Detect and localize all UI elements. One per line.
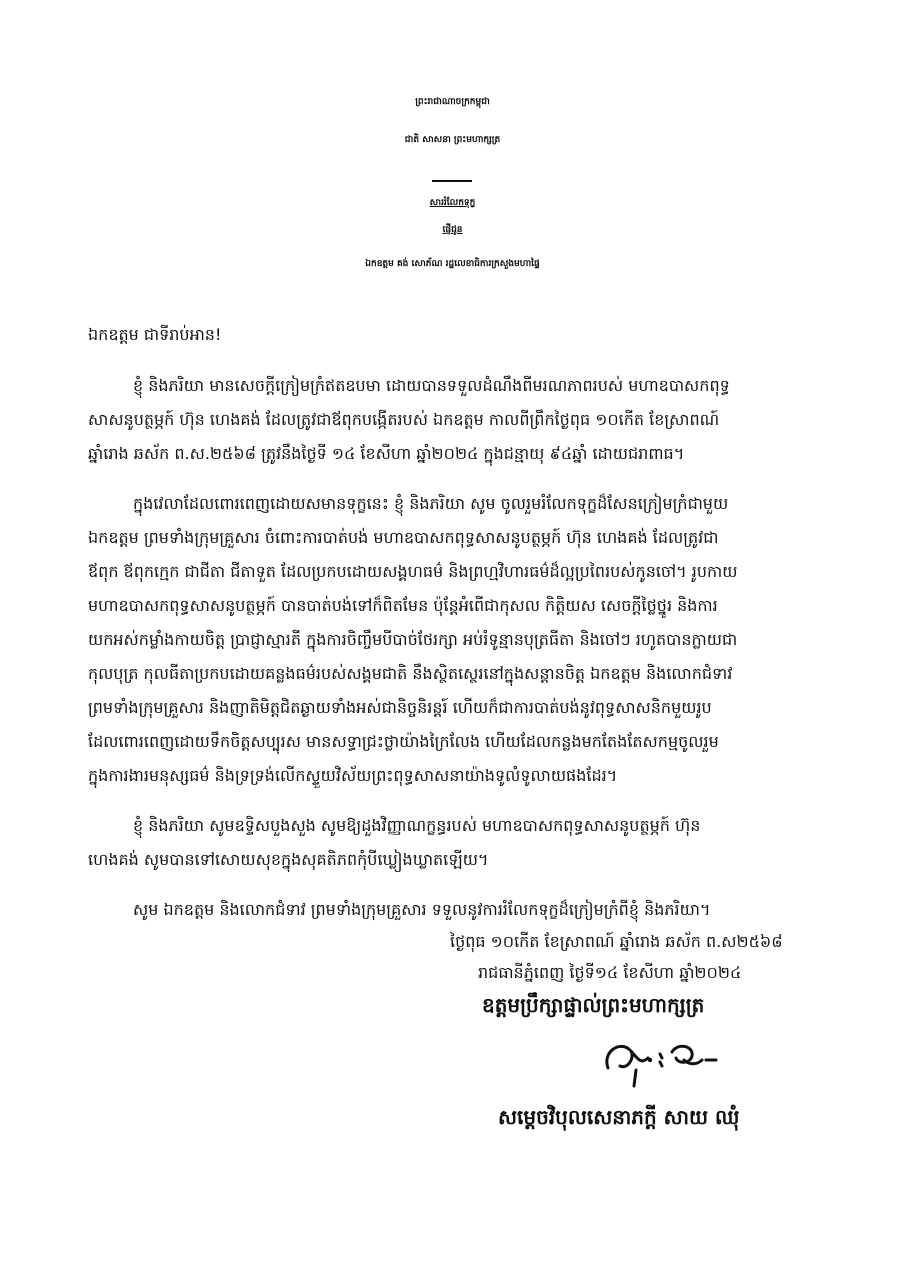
letter-title: សាររំលែកទុក្ខ bbox=[429, 198, 476, 208]
paragraph-2-line: កុលបុត្រ កុលធីតាប្រកបដោយគន្លងធម៌របស់សង្គមជាតិ នឹងស្ថិតស្ថេរនៅក្នុងសន្តានចិត្ត ឯកឧត្តម និងលោកជំទាវ bbox=[88, 664, 733, 683]
recipient-line: ឯកឧត្តម គង់ សោភ័ណ រដ្ឋលេខាធិការក្រសួងមហាផ្ទៃ bbox=[365, 259, 540, 269]
letter-sent-to: ផ្ញើជូន bbox=[442, 225, 463, 235]
kingdom-heading: ព្រះរាជាណាចក្រកម្ពុជា bbox=[415, 97, 490, 107]
paragraph-2-line: ព្រមទាំងក្រុមគ្រួសារ និងញាតិមិត្តជិតឆ្ងាយទាំងអស់ជានិច្ចនិរន្តរ៍ ហើយក៏ជាការបាត់បង់នូវពុទ្ធសាសនិកមួយរូប bbox=[88, 698, 712, 717]
sender-title: ឧត្តមប្រឹក្សាផ្ទាល់ព្រះមហាក្សត្រ bbox=[482, 993, 705, 1017]
paragraph-4: សូម ឯកឧត្តម និងលោកជំទាវ ព្រមទាំងក្រុមគ្រួសារ ទទួលនូវការរំលែកទុក្ខដ៏ក្រៀមក្រំពីខ្ញុំ និងភរិយា។ bbox=[133, 900, 711, 919]
lunar-date: ថ្ងៃពុធ ១០កើត ខែស្រាពណ៍ ឆ្នាំរោង ឆស័ក ព.ស២៥៦៨ bbox=[450, 932, 783, 951]
paragraph-2-line: ក្នុងវេលាដែលពោរពេញដោយសមានទុក្ខនេះ ខ្ញុំ និងភរិយា សូម ចូលរួមរំលែកទុក្ខដ៏សែនក្រៀមក្រំជាមួយ bbox=[133, 494, 729, 513]
header-divider bbox=[432, 180, 472, 182]
salutation: ឯកឧត្តម ជាទីរាប់អាន! bbox=[88, 325, 222, 344]
paragraph-2-line: ឯកឧត្តម ព្រមទាំងក្រុមគ្រួសារ ចំពោះការបាត់បង់ មហាឧបាសកពុទ្ធសាសនូបត្ថម្ភក៍ ហ៊ុន ហេងគង់ ដែលត្រូវជា bbox=[88, 528, 719, 547]
paragraph-2-line: មហាឧបាសកពុទ្ធសាសនូបត្ថម្ភក៍ បានបាត់បង់ទៅក៏ពិតមែន ប៉ុន្តែអំពើជាកុសល កិត្តិយស សេចក្ដីថ្លៃថ្នូរ និងការ bbox=[88, 596, 718, 615]
paragraph-1-line: ខ្ញុំ និងភរិយា មានសេចក្ដីក្រៀមក្រំឥតឧបមា ដោយបានទទួលដំណឹងពីមរណភាពរបស់ មហាឧបាសកពុទ្ធ bbox=[133, 376, 730, 395]
paragraph-3-line: ខ្ញុំ និងភរិយា សូមឧទ្ទិសបួងសួង សូមឱ្យដួងវិញ្ញាណក្ខន្ធរបស់ មហាឧបាសកពុទ្ធសាសនូបត្ថម្ភក៍ ហ៊ុន bbox=[133, 816, 701, 835]
paragraph-1-line: ឆ្នាំរោង ឆស័ក ព.ស.២៥៦៨ ត្រូវនឹងថ្ងៃទី ១៤ ខែសីហា ឆ្នាំ២០២៤ ក្នុងជន្មាយុ ៩៤ឆ្នាំ ដោយជរាពាធ។ bbox=[88, 444, 685, 463]
place-and-date: រាជធានីភ្នំពេញ ថ្ងៃទី១៤ ខែសីហា ឆ្នាំ២០២៤ bbox=[478, 963, 742, 982]
national-motto: ជាតិ សាសនា ព្រះមហាក្សត្រ bbox=[404, 135, 501, 145]
paragraph-2-line: ឪពុក ឪពុកក្មេក ជាជីតា ជីតាទួត ដែលប្រកបដោយសង្គហធម៌ និងព្រហ្មវិហារធម៌ដ៏ល្អប្រពៃរបស់កូនចៅ។ រូបកាយ bbox=[88, 562, 738, 581]
paragraph-2-line: ដែលពោរពេញដោយទឹកចិត្តសប្បុរស មានសទ្ធាជ្រះថ្លាយ៉ាងក្រៃលែង ហើយដែលកន្លងមកតែងតែសកម្មចូលរួម bbox=[88, 732, 719, 751]
sender-name: សម្ដេចវិបុលសេនាភក្ដី សាយ ឈុំ bbox=[498, 1105, 740, 1129]
paragraph-2-line: ក្នុងការងារមនុស្សធម៌ និងទ្រទ្រង់លើកស្ទួយវិស័យព្រះពុទ្ធសាសនាយ៉ាងទូលំទូលាយផងដែរ។ bbox=[88, 766, 618, 785]
handwritten-signature bbox=[598, 1030, 748, 1090]
paragraph-3-line: ហេងគង់ សូមបានទៅសោយសុខក្នុងសុគតិភពកុំបីឃ្លៀងឃ្លាតឡើយ។ bbox=[88, 850, 489, 869]
paragraph-2-line: យកអស់កម្លាំងកាយចិត្ត ប្រាជ្ញាស្មារតី ក្នុងការចិញ្ចឹមបីបាច់ថែរក្សា អប់រំទូន្មានបុត្រធីតា និងចៅៗ រហូតបានក្លាយជា bbox=[88, 630, 738, 649]
paragraph-1-line: សាសនូបត្ថម្ភក៍ ហ៊ុន ហេងគង់ ដែលត្រូវជាឪពុកបង្កើតរបស់ ឯកឧត្តម កាលពីព្រឹកថ្ងៃពុធ ១០កើត ខែស្រាពណ៍ bbox=[88, 410, 720, 429]
